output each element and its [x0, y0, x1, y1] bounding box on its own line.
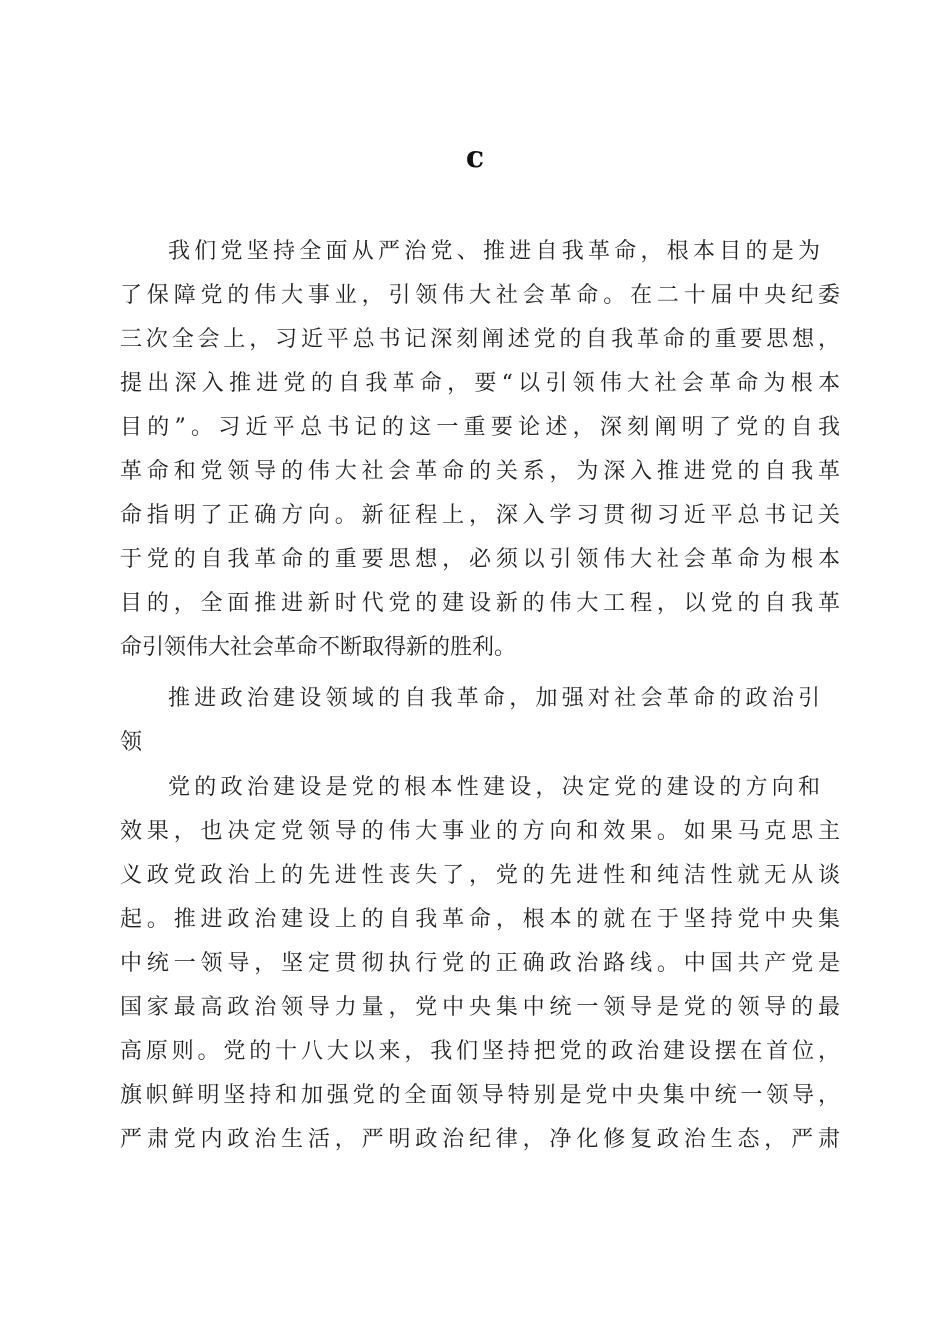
paragraph-line: 革命和党领导的伟大社会革命的关系，为深入推进党的自我革	[120, 459, 840, 484]
paragraph-line: 了保障党的伟大事业，引领伟大社会革命。在二十届中央纪委	[120, 283, 840, 308]
paragraph-line: 目的，全面推进新时代党的建设新的伟大工程，以党的自我革	[120, 591, 840, 616]
paragraph-line: 我们党坚持全面从严治党、推进自我革命，根本目的是为	[168, 239, 820, 264]
paragraph-line: 效果，也决定党领导的伟大事业的方向和效果。如果马克思主	[120, 819, 840, 844]
paragraph-line: 国家最高政治领导力量，党中央集中统一领导是党的领导的最	[120, 995, 840, 1020]
document-title: c	[465, 140, 485, 175]
paragraph-line: 严肃党内政治生活，严明政治纪律，净化修复政治生态，严肃	[120, 1127, 840, 1152]
paragraph-line: 起。推进政治建设上的自我革命，根本的就在于坚持党中央集	[120, 907, 840, 932]
paragraph-line: 高原则。党的十八大以来，我们坚持把党的政治建设摆在首位，	[120, 1039, 840, 1064]
paragraph-line: 提出深入推进党的自我革命，要“以引领伟大社会革命为根本	[120, 371, 840, 396]
paragraph-line: 命指明了正确方向。新征程上，深入学习贯彻习近平总书记关	[120, 503, 840, 528]
paragraph-line: 目的”。习近平总书记的这一重要论述，深刻阐明了党的自我	[120, 415, 840, 440]
paragraph-line: 命引领伟大社会革命不断取得新的胜利。	[120, 635, 517, 660]
section-heading-line: 领	[120, 730, 143, 755]
paragraph-line: 三次全会上，习近平总书记深刻阐述党的自我革命的重要思想，	[120, 327, 840, 352]
paragraph-line: 义政党政治上的先进性丧失了，党的先进性和纯洁性就无从谈	[120, 863, 840, 888]
paragraph-line: 党的政治建设是党的根本性建设，决定党的建设的方向和	[168, 775, 820, 800]
paragraph-line: 旗帜鲜明坚持和加强党的全面领导特别是党中央集中统一领导，	[120, 1083, 840, 1108]
paragraph-line: 中统一领导，坚定贯彻执行党的正确政治路线。中国共产党是	[120, 951, 840, 976]
section-heading-line: 推进政治建设领域的自我革命，加强对社会革命的政治引	[168, 686, 820, 711]
paragraph-line: 于党的自我革命的重要思想，必须以引领伟大社会革命为根本	[120, 547, 840, 572]
